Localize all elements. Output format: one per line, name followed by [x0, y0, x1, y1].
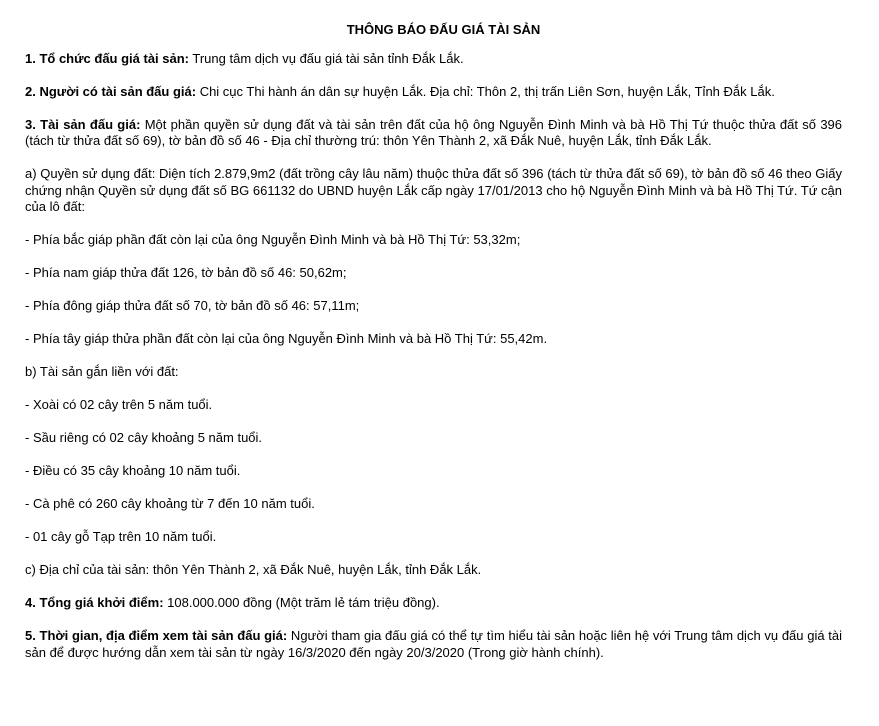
document-title: THÔNG BÁO ĐẤU GIÁ TÀI SẢN [346, 22, 541, 37]
paragraph-south-border: - Phía nam giáp thửa đất 126, tờ bản đồ số 46: 50,62m; [25, 265, 347, 280]
section-viewing [25, 628, 842, 661]
paragraph-west-border: - Phía tây giáp thửa phần đất còn lại của ông Nguyễn Đình Minh và bà Hồ Thị Tứ: 55,42m. [25, 331, 548, 346]
paragraph-land-rights: a) Quyền sử dụng đất: Diện tích 2.879,9m2 (đất trồng cây lâu năm) thuộc thửa đất số 396 (tách từ thửa đất số 69), tờ bản đồ số 46 theo Giấy chứng nhận Quyền sử dụng đất số BG 661132 do UBND huyện Lắk cấp ngày 17/01/2013 cho hộ Nguyễn Đình Minh và bà Hồ Thị Tứ. Tứ cận của lô đất: [25, 166, 842, 214]
paragraph-coffee: - Cà phê có 260 cây khoảng từ 7 đến 10 năm tuổi. [25, 496, 315, 511]
section-label: 4. Tổng giá khởi điểm: [25, 595, 164, 610]
section-label: 1. Tổ chức đấu giá tài sản: [25, 50, 190, 66]
section-label: 3. Tài sản đấu giá: [25, 116, 141, 132]
section-text: Một phần quyền sử dụng đất và tài sản trên đất của hộ ông Nguyễn Đình Minh và bà Hồ Thị Tứ thuộc thửa đất số 396 (tách từ thửa đất số 69), tờ bản đồ số 46 - Địa chỉ thường trú: thôn Yên Thành 2, xã Đắk Nuê, huyện Lắk, tỉnh Đắk Lắk. [25, 116, 843, 148]
paragraph-mango: - Xoài có 02 cây trên 5 năm tuổi. [25, 397, 213, 412]
paragraph-timber: - 01 cây gỗ Tạp trên 10 năm tuổi. [25, 529, 217, 544]
section-organizer [25, 51, 842, 68]
paragraph-east-border: - Phía đông giáp thửa đất số 70, tờ bản đồ số 46: 57,11m; [25, 298, 360, 313]
section-text: Trung tâm dịch vụ đấu giá tài sản tỉnh Đắk Lắk. [189, 50, 464, 66]
paragraph-attached-assets: b) Tài sản gắn liền với đất: [25, 364, 179, 379]
section-starting-price [25, 595, 842, 612]
paragraph-north-border: - Phía bắc giáp phần đất còn lại của ông Nguyễn Đình Minh và bà Hồ Thị Tứ: 53,32m; [25, 232, 521, 247]
paragraph-durian: - Sầu riêng có 02 cây khoảng 5 năm tuổi. [25, 430, 263, 445]
paragraph-asset-address: c) Địa chỉ của tài sản: thôn Yên Thành 2, xã Đắk Nuê, huyện Lắk, tỉnh Đắk Lắk. [25, 562, 482, 577]
section-text: 108.000.000 đồng (Một trăm lẻ tám triệu đồng). [163, 595, 440, 610]
section-label: 5. Thời gian, địa điểm xem tài sản đấu giá: [25, 628, 288, 643]
section-label: 2. Người có tài sản đấu giá: [25, 83, 197, 99]
section-owner [25, 84, 842, 101]
paragraph-cashew: - Điều có 35 cây khoảng 10 năm tuổi. [25, 463, 241, 478]
section-asset [25, 117, 842, 150]
section-text: Người tham gia đấu giá có thể tự tìm hiểu tài sản hoặc liên hệ với Trung tâm dịch vụ đấu giá tài sản để được hướng dẫn xem tài sản từ ngày 16/3/2020 đến ngày 20/3/2020 (Trong giờ hành chính). [25, 628, 842, 660]
section-text: Chi cục Thi hành án dân sự huyện Lắk. Địa chỉ: Thôn 2, thị trấn Liên Sơn, huyện Lắk, Tỉnh Đắk Lắk. [196, 83, 775, 99]
